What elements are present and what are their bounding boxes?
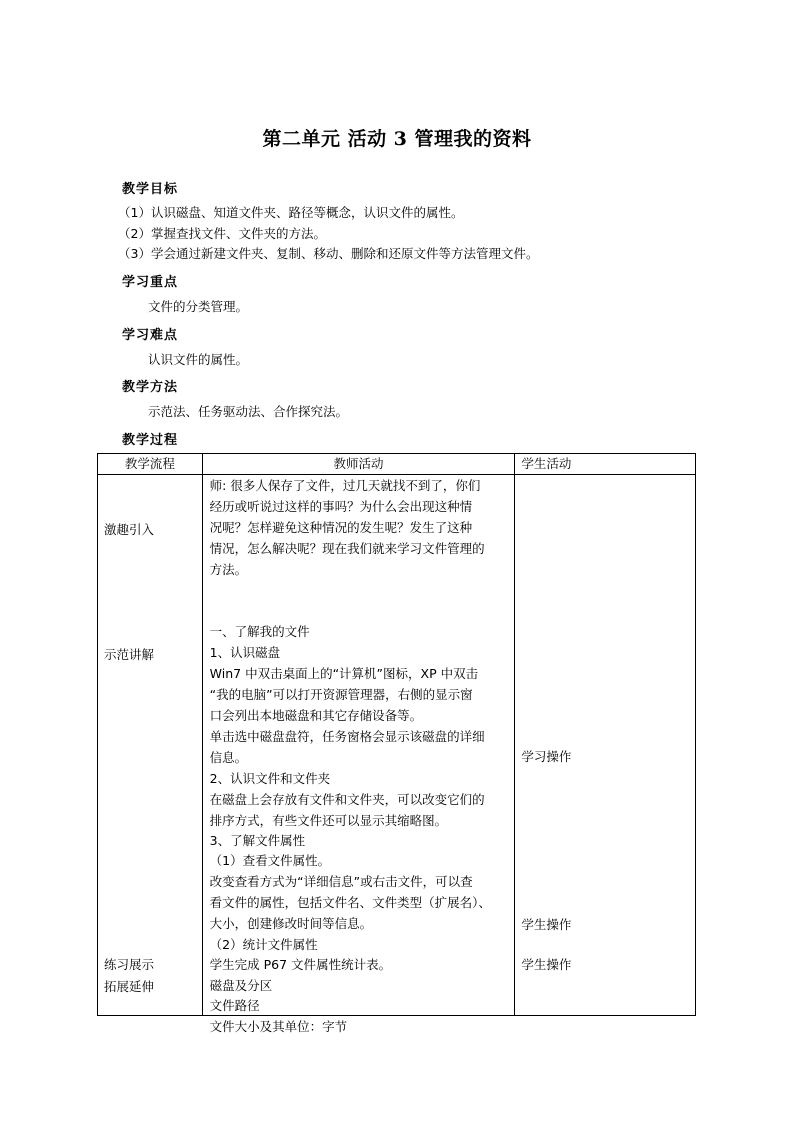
student-activity: 学生操作	[521, 917, 572, 932]
flow-extension: 拓展延伸	[104, 979, 155, 994]
teacher-line: 2、认识文件和文件夹	[209, 771, 331, 786]
teacher-line: 磁盘及分区	[209, 978, 273, 993]
header-flow: 教学流程	[98, 454, 203, 475]
teacher-cell	[202, 475, 515, 1034]
difficulty-text: 认识文件的属性。	[148, 352, 249, 367]
teacher-line: 师: 很多人保存了文件，过几天就找不到了，你们	[209, 478, 481, 493]
teacher-line: 大小，创建修改时间等信息。	[209, 916, 373, 931]
methods-text: 示范法、任务驱动法、合作探究法。	[148, 404, 349, 419]
teacher-line: 1、认识磁盘	[209, 645, 281, 660]
teacher-line: 排序方式，有些文件还可以显示其缩略图。	[209, 813, 448, 828]
teacher-line: 文件路径	[209, 998, 260, 1013]
methods-heading: 教学方法	[122, 380, 179, 395]
flow-intro: 激趣引入	[104, 522, 155, 537]
table-header-row	[98, 454, 696, 475]
teacher-line: 一、了解我的文件	[209, 624, 310, 639]
header-student: 学生活动	[515, 454, 696, 475]
difficulty-heading: 学习难点	[122, 328, 179, 343]
teacher-line: 文件大小及其单位：字节	[209, 1019, 348, 1034]
teacher-line: 3、了解文件属性	[209, 833, 306, 848]
teacher-line: 经历或听说过这样的事吗？为什么会出现这种情	[209, 499, 473, 514]
document-title: 第二单元 活动 3 管理我的资料	[262, 128, 532, 150]
process-table	[97, 453, 696, 1034]
student-activity: 学习操作	[521, 749, 572, 764]
key-point-heading: 学习重点	[122, 275, 179, 290]
teacher-line: （2）统计文件属性	[209, 937, 318, 952]
teacher-line: “我的电脑”可以打开资源管理器，右侧的显示窗	[209, 687, 473, 702]
objective-item: （1）认识磁盘、知道文件夹、路径等概念，认识文件的属性。	[118, 205, 464, 220]
teacher-line: 看文件的属性，包括文件名、文件类型（扩展名）、	[209, 895, 491, 910]
header-teacher: 教师活动	[202, 454, 515, 475]
teacher-line: 学生完成 P67 文件属性统计表。	[209, 957, 392, 972]
key-point-text: 文件的分类管理。	[148, 299, 249, 314]
teacher-line: 口会列出本地磁盘和其它存储设备等。	[209, 708, 423, 723]
objective-item: （3）学会通过新建文件夹、复制、移动、删除和还原文件等方法管理文件。	[118, 246, 539, 261]
teacher-line: 单击选中磁盘盘符，任务窗格会显示该磁盘的详细	[209, 729, 485, 744]
teacher-line: 情况，怎么解决呢？现在我们就来学习文件管理的	[209, 541, 485, 556]
student-cell	[515, 475, 696, 1016]
teacher-line: 方法。	[209, 562, 248, 577]
flow-demo: 示范讲解	[104, 647, 155, 662]
teacher-line: （1）查看文件属性。	[209, 853, 331, 868]
flow-practice: 练习展示	[104, 957, 155, 972]
student-activity: 学生操作	[521, 957, 572, 972]
teacher-line: 况呢？怎样避免这种情况的发生呢？发生了这种	[209, 520, 473, 535]
teacher-line: 改变查看方式为“详细信息”或右击文件，可以查	[209, 874, 473, 889]
teacher-line: Win7 中双击桌面上的“计算机”图标，XP 中双击	[209, 666, 479, 681]
teacher-line: 信息。	[209, 750, 248, 765]
objective-item: （2）掌握查找文件、文件夹的方法。	[118, 226, 326, 241]
flow-cell	[98, 475, 203, 1016]
objectives-heading: 教学目标	[122, 182, 179, 197]
process-heading: 教学过程	[122, 433, 179, 448]
table-row	[98, 475, 696, 1016]
teacher-line: 在磁盘上会存放有文件和文件夹，可以改变它们的	[209, 792, 485, 807]
